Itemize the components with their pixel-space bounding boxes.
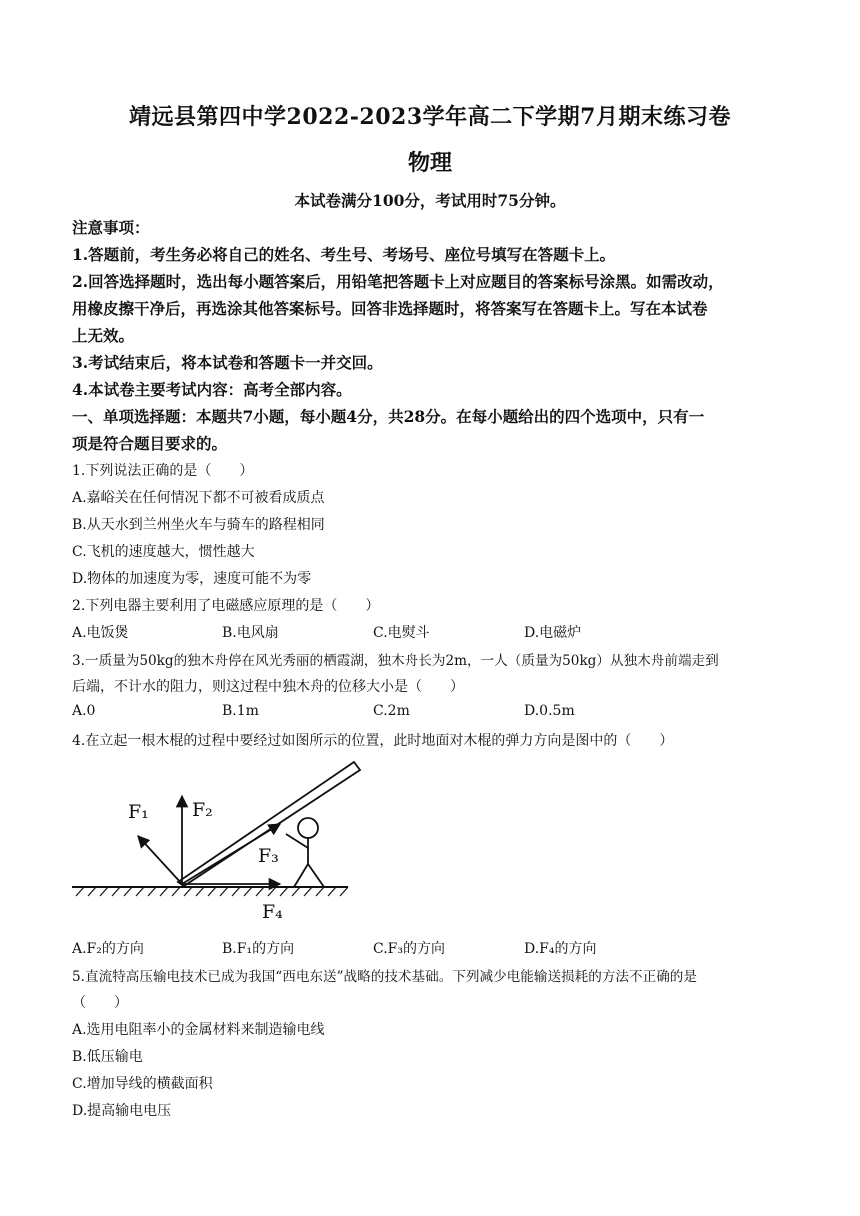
q2-option-b: B.电风扇 [222, 625, 279, 641]
ground-hatching [76, 887, 348, 896]
q4-option-d: D.F₄的方向 [524, 941, 597, 957]
label-f2: F₂ [192, 799, 213, 821]
exam-info: 本试卷满分100分，考试用时75分钟。 [294, 191, 566, 210]
q5-option-a: A.选用电阻率小的金属材料来制造输电线 [72, 1022, 325, 1038]
q4-stem: 4.在立起一根木棍的过程中要经过如图所示的位置，此时地面对木棍的弹力方向是图中的（ ） [72, 733, 674, 749]
q4-option-b: B.F₁的方向 [222, 941, 295, 957]
q3-option-b: B.1m [222, 703, 259, 719]
q3-stem-line-2: 后端，不计水的阻力，则这过程中独木舟的位移大小是（ ） [72, 679, 464, 695]
q3-option-a: A.0 [72, 703, 96, 719]
notes-heading: 注意事项： [72, 218, 150, 237]
section-1-heading-cont: 项是符合题目要求的。 [72, 434, 228, 453]
q2-stem: 2.下列电器主要利用了电磁感应原理的是（ ） [72, 598, 380, 614]
q5-option-c: C.增加导线的横截面积 [72, 1076, 213, 1092]
q3-option-c: C.2m [373, 703, 410, 719]
q3-stem-line-1: 3.一质量为50kg的独木舟停在风光秀丽的栖霞湖，独木舟长为2m，一人（质量为50kg）从独木舟前端走到 [72, 653, 719, 669]
q2-option-a: A.电饭煲 [72, 625, 129, 641]
note-4: 4.本试卷主要考试内容：高考全部内容。 [72, 380, 352, 399]
q1-stem: 1.下列说法正确的是（ ） [72, 463, 254, 479]
note-2-line-1: 2.回答选择题时，选出每小题答案后，用铅笔把答题卡上对应题目的答案标号涂黑。如需改动， [72, 272, 724, 291]
label-f1: F₁ [128, 801, 149, 823]
exam-title: 靖远县第四中学2022-2023学年高二下学期7月期末练习卷 [129, 104, 731, 130]
subject-title: 物理 [407, 150, 452, 176]
q1-option-c: C.飞机的速度越大，惯性越大 [72, 544, 255, 560]
q3-option-d: D.0.5m [524, 703, 575, 719]
stick-force-diagram [70, 756, 370, 926]
force-f1-arrow [138, 836, 182, 884]
label-f3: F₃ [258, 845, 279, 867]
q1-option-b: B.从天水到兰州坐火车与骑车的路程相同 [72, 517, 325, 533]
note-3: 3.考试结束后，将本试卷和答题卡一并交回。 [72, 353, 383, 372]
stick-figure-person [286, 818, 324, 887]
q5-stem-line-2: （ ） [72, 995, 128, 1011]
q4-option-a: A.F₂的方向 [72, 941, 144, 957]
q1-option-d: D.物体的加速度为零，速度可能不为零 [72, 571, 312, 587]
q1-option-a: A.嘉峪关在任何情况下都不可被看成质点 [72, 490, 325, 506]
q2-option-d: D.电磁炉 [524, 625, 582, 641]
note-1: 1.答题前，考生务必将自己的姓名、考生号、考场号、座位号填写在答题卡上。 [72, 245, 616, 264]
q5-option-d: D.提高输电电压 [72, 1103, 172, 1119]
section-1-heading: 一、单项选择题：本题共7小题，每小题4分，共28分。在每小题给出的四个选项中，只有一 [72, 407, 705, 426]
q5-stem-line-1: 5.直流特高压输电技术已成为我国“西电东送”战略的技术基础。下列减少电能输送损耗的方法不正确的是 [72, 969, 697, 985]
wooden-stick [178, 762, 360, 886]
note-2-line-2: 用橡皮擦干净后，再选涂其他答案标号。回答非选择题时，将答案写在答题卡上。写在本试卷 [72, 299, 708, 318]
q2-option-c: C.电熨斗 [373, 625, 430, 641]
label-f4: F₄ [262, 901, 283, 923]
q5-option-b: B.低压输电 [72, 1049, 143, 1065]
note-2-line-3: 上无效。 [72, 326, 135, 345]
q4-option-c: C.F₃的方向 [373, 941, 445, 957]
